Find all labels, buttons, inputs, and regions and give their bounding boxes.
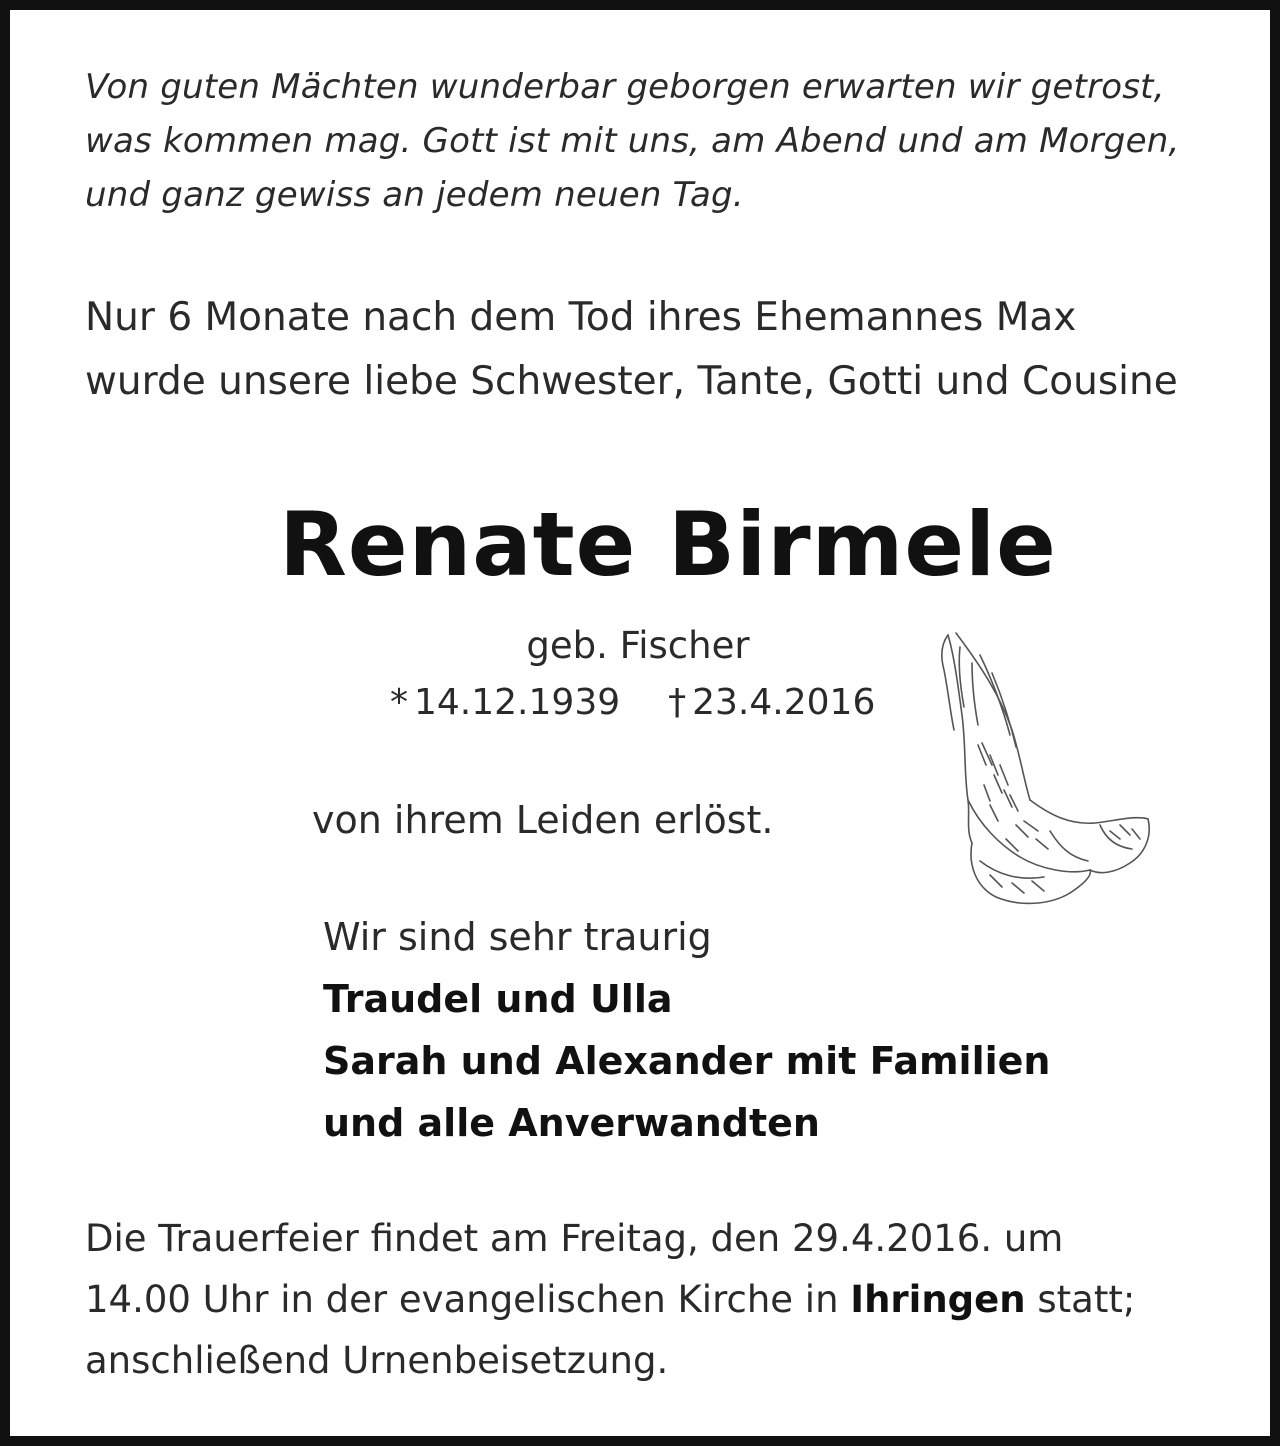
intro-line: Nur 6 Monate nach dem Tod ihres Ehemannes Max (85, 295, 1077, 340)
birth-star-icon: * (390, 682, 408, 723)
mourner-line: Sarah und Alexander mit Familien (323, 1039, 1051, 1083)
birth-date: 14.12.1939 (414, 682, 621, 723)
mourner-line: Traudel und Ulla (323, 977, 673, 1021)
life-dates (390, 674, 875, 732)
service-line: Die Trauerfeier findet am Freitag, den 29.4.2016. um (85, 1217, 1064, 1260)
service-text: 14.00 Uhr in der evangelischen Kirche in (85, 1278, 851, 1321)
verse-line: Von guten Mächten wunderbar geborgen erwarten wir getrost, (85, 67, 1165, 107)
service-block (85, 1208, 1235, 1391)
mourners-block (323, 906, 1050, 1154)
verse-line: und ganz gewiss an jedem neuen Tag. (85, 175, 744, 215)
praying-hands-icon (920, 625, 1160, 915)
verse-line: was kommen mag. Gott ist mit uns, am Abend und am Morgen, (85, 121, 1180, 161)
service-line: anschließend Urnenbeisetzung. (85, 1339, 669, 1382)
service-place: Ihringen (850, 1278, 1026, 1321)
deceased-name: Renate Birmele (279, 493, 1057, 596)
service-line (85, 1269, 1235, 1330)
intro-line: wurde unsere liebe Schwester, Tante, Gotti und Cousine (85, 359, 1178, 404)
verse-block (85, 60, 1235, 222)
released-text: von ihrem Leiden erlöst. (312, 798, 774, 842)
death-date: 23.4.2016 (692, 682, 876, 723)
birth-name: geb. Fischer (526, 624, 750, 667)
service-text: statt; (1025, 1278, 1136, 1321)
mourners-intro: Wir sind sehr traurig (323, 915, 712, 959)
intro-block (85, 286, 1245, 414)
death-cross-icon: † (668, 682, 687, 723)
mourner-line: und alle Anverwandten (323, 1101, 820, 1145)
